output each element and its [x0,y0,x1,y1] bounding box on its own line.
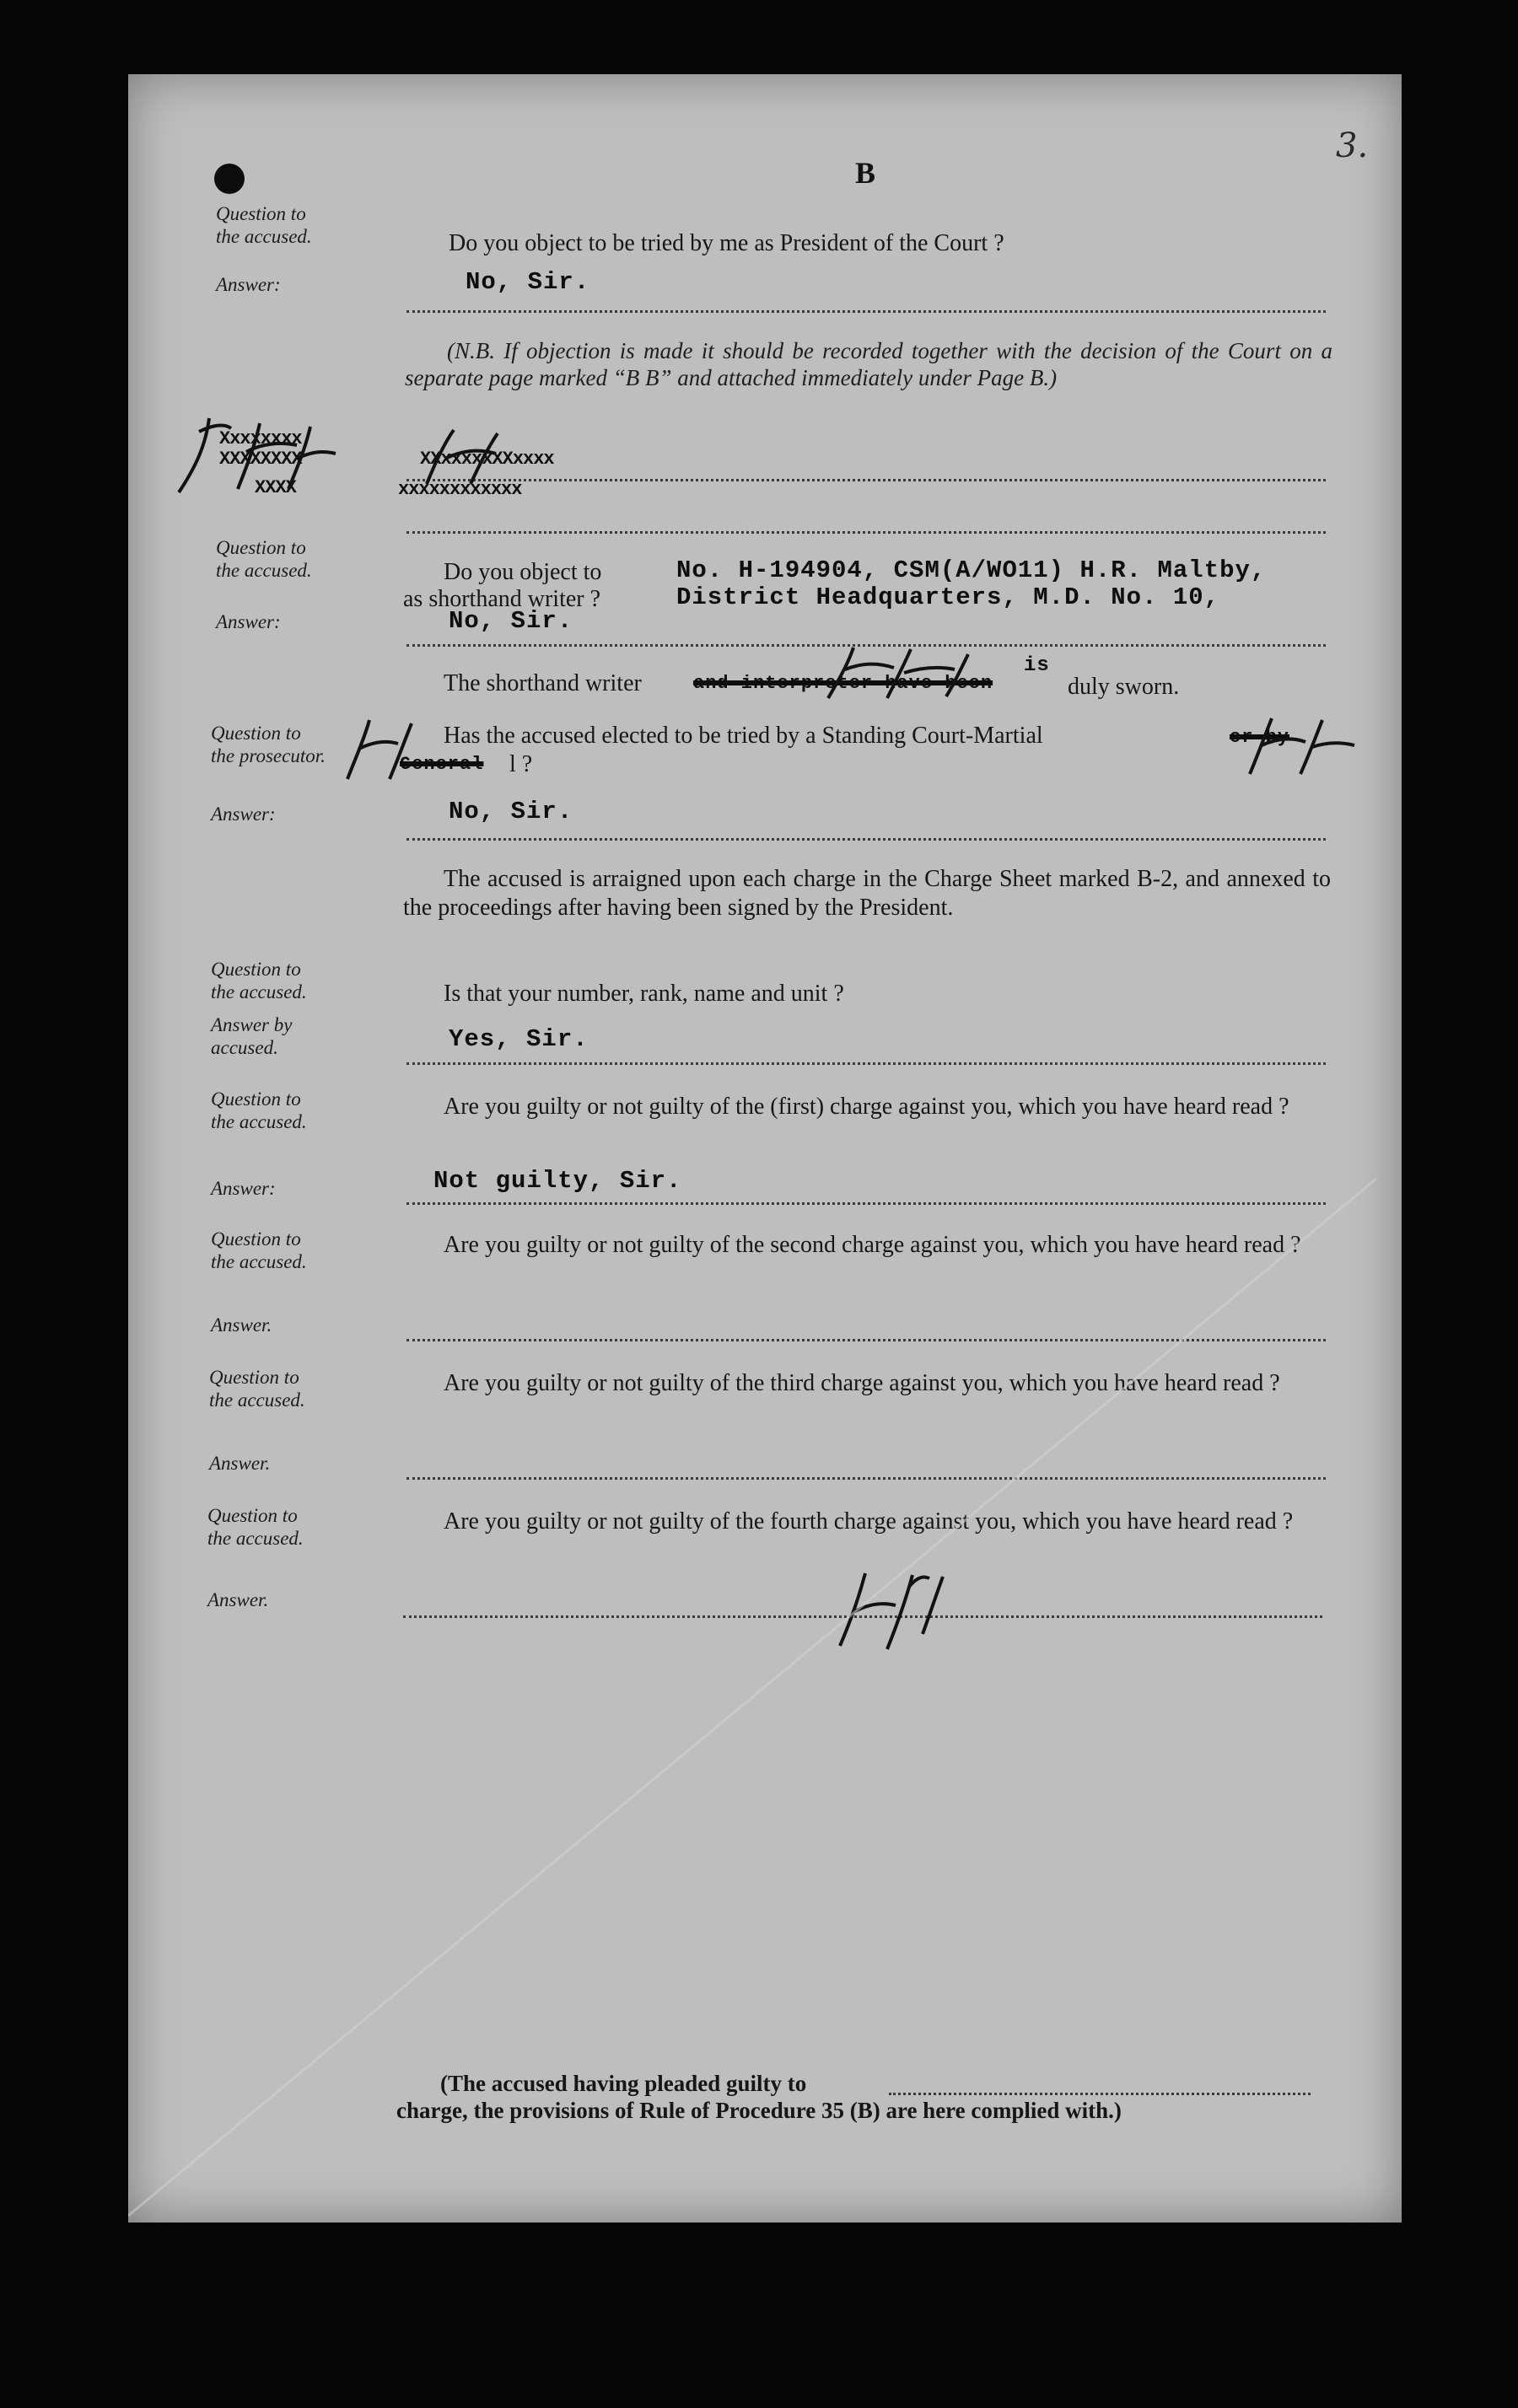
initials-handwritten-4 [1241,712,1359,779]
question-object-president: Do you object to be tried by me as President of the Court ? [449,230,1004,256]
struck-label-2: XXXXXXXX [219,449,302,470]
label-answer-5: Answer. [211,1314,272,1336]
sworn-struck: and interpreter have been [693,673,993,694]
label-question-accused-7: Question to the accused. [207,1505,304,1549]
arraigned-paragraph: The accused is arraigned upon each charge in the Charge Sheet marked B-2, and annexed to the proceedings after having been signed by the President. [403,866,1331,921]
sworn-text-b: duly sworn. [1068,674,1180,700]
sworn-text-a: The shorthand writer [444,670,642,696]
question-prosecutor-struck-a: or by [1230,727,1290,748]
paper-crease [128,1170,1402,2223]
question-charge-2: Are you guilty or not guilty of the second charge against you, which you have heard read ? [444,1232,1301,1258]
answer-line-3 [406,838,1326,841]
nb-note: (N.B. If objection is made it should be recorded together with the decision of the Court on a separate page marked “B B” and attached immediately under Page B.) [405,338,1332,390]
question-charge-3: Are you guilty or not guilty of the third charge against you, which you have heard read ? [444,1370,1280,1396]
scribble-handwritten-1 [420,425,513,492]
answer-prosecutor: No, Sir. [449,798,573,825]
answer-line-4 [406,1062,1326,1065]
initials-handwritten-1 [162,408,339,501]
question-charge-1: Are you guilty or not guilty of the (first) charge against you, which you have heard read ? [444,1094,1289,1120]
struck-label-3: XXXX [255,477,296,498]
label-question-accused-5: Question to the accused. [211,1228,307,1272]
label-answer-4: Answer: [211,1178,276,1199]
label-answer-2: Answer: [216,611,281,632]
label-answer-by-accused: Answer by accused. [211,1014,293,1058]
label-question-accused: Question to the accused. [216,203,312,247]
answer-shorthand: No, Sir. [449,607,573,635]
label-question-accused-3: Question to the accused. [211,959,307,1002]
question-identity: Is that your number, rank, name and unit ? [444,981,844,1007]
struck-label-1: Xxxxxxxx [219,428,302,449]
label-answer-6: Answer. [209,1453,271,1474]
footer-line-1: (The accused having pleaded guilty to [440,2071,807,2096]
punch-hole [214,164,245,194]
question-object-shorthand-b: as shorthand writer ? [403,586,601,612]
answer-object-president: No, Sir. [466,268,590,296]
label-answer-7: Answer. [207,1589,269,1610]
label-question-accused-2: Question to the accused. [216,537,312,581]
shorthand-writer-typed-2: District Headquarters, M.D. No. 10, [676,583,1220,611]
label-question-accused-4: Question to the accused. [211,1088,307,1132]
footer-line-2: charge, the provisions of Rule of Procedure 35 (B) are here complied with.) [396,2098,1122,2123]
question-prosecutor-a: Has the accused elected to be tried by a Standing Court-Martial [444,723,1043,749]
question-charge-4: Are you guilty or not guilty of the fourth charge against you, which you have heard read ? [444,1508,1294,1535]
struck-line-1 [406,479,1326,481]
document-page [128,74,1402,2223]
section-letter: B [855,156,876,190]
label-answer: Answer: [216,274,281,295]
struck-text-1: XXxxxxxXXxxxx [420,449,554,470]
question-prosecutor-b: l ? [509,751,533,777]
page-number: 3. [1336,126,1369,165]
answer-charge-1: Not guilty, Sir. [433,1167,682,1195]
initials-handwritten-2 [820,644,988,703]
shorthand-writer-typed-1: No. H-194904, CSM(A/WO11) H.R. Maltby, [676,556,1267,584]
question-prosecutor-struck-b: General [400,754,484,775]
sworn-is: is [1024,654,1050,677]
struck-text-2: xxxxxxxxxxxx [398,479,522,500]
answer-identity: Yes, Sir. [449,1025,589,1053]
label-question-accused-6: Question to the accused. [209,1367,305,1411]
label-answer-3: Answer: [211,804,276,825]
footer-dots [889,2093,1311,2095]
answer-line [406,310,1326,313]
struck-line-2 [406,531,1326,534]
question-object-shorthand-a: Do you object to [444,559,602,585]
label-question-prosecutor: Question to the prosecutor. [211,723,326,766]
